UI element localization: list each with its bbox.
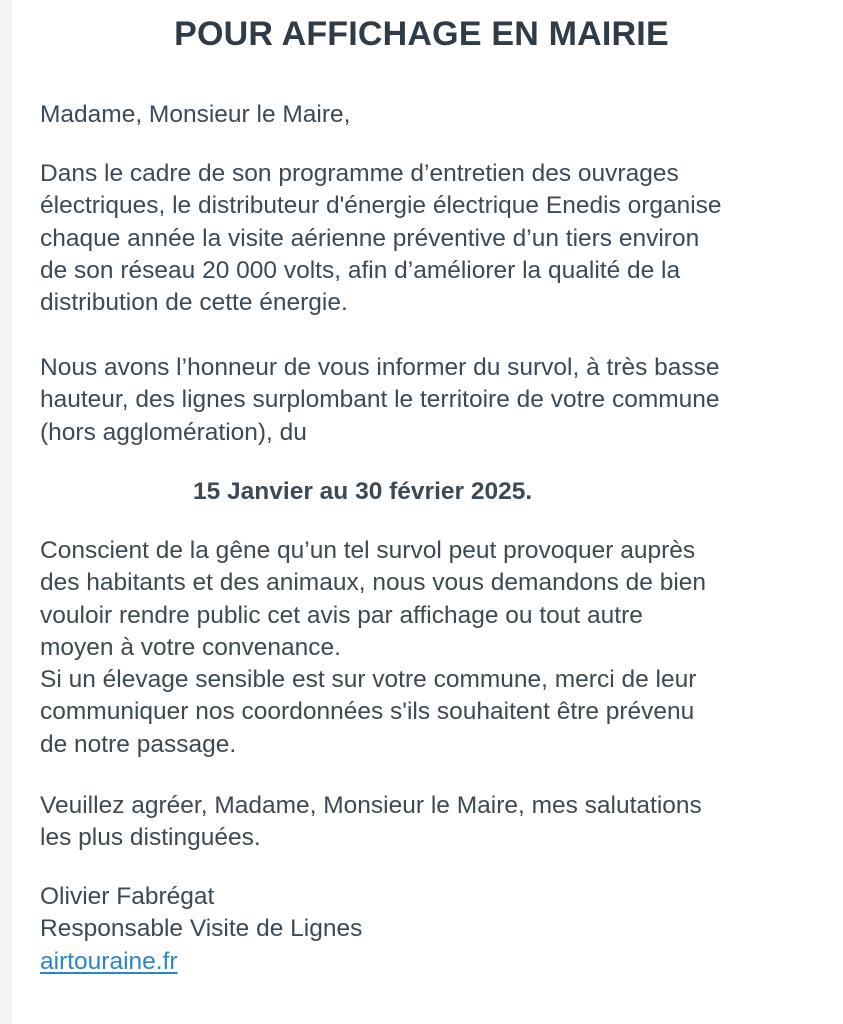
paragraph-publication-request [40,535,830,761]
paragraph-line: de son réseau 20 000 volts, afin d’améliorer la qualité de la [40,256,681,284]
paragraph-line: de notre passage. [40,730,237,758]
signature-block [40,881,830,978]
website-link[interactable]: airtouraine.fr [40,947,178,975]
paragraph-line: vouloir rendre public cet avis par affichage ou tout autre [40,601,643,629]
paragraph-line: communiquer nos coordonnées s'ils souhaitent être prévenu [40,698,695,726]
signature-role: Responsable Visite de Lignes [40,915,363,943]
paragraph-line: des habitants et des animaux, nous vous demandons de bien [40,569,707,597]
paragraph-overflight-notice [40,352,830,449]
overflight-dates: 15 Janvier au 30 février 2025. [193,478,533,505]
signature-link-line [40,946,830,978]
paragraph-closing [40,790,830,855]
paragraph-line: chaque année la visite aérienne préventive d’un tiers environ [40,224,700,252]
notice-title: POUR AFFICHAGE EN MAIRIE [174,15,669,53]
salutation-text: Madame, Monsieur le Maire, [40,101,351,128]
signature-name: Olivier Fabrégat [40,883,215,910]
paragraph-line: moyen à votre convenance. [40,633,341,661]
salutation [40,99,830,131]
paragraph-maintenance-program [40,158,830,319]
paragraph-line: les plus distinguées. [40,824,261,852]
paragraph-line: Veuillez agréer, Madame, Monsieur le Maire, mes salutations [40,792,702,819]
paragraph-line: Si un élevage sensible est sur votre commune, merci de leur [40,666,697,694]
paragraph-line: Conscient de la gêne qu’un tel survol peut provoquer auprès [40,537,696,564]
paragraph-line: Dans le cadre de son programme d’entretien des ouvrages [40,160,679,187]
paragraph-line: électriques, le distributeur d'énergie électrique Enedis organise [40,192,722,220]
paragraph-line: hauteur, des lignes surplombant le territoire de votre commune [40,386,720,414]
paragraph-line: distribution de cette énergie. [40,289,348,317]
paragraph-line: (hors agglomération), du [40,418,307,446]
paragraph-line: Nous avons l’honneur de vous informer du survol, à très basse [40,354,720,381]
